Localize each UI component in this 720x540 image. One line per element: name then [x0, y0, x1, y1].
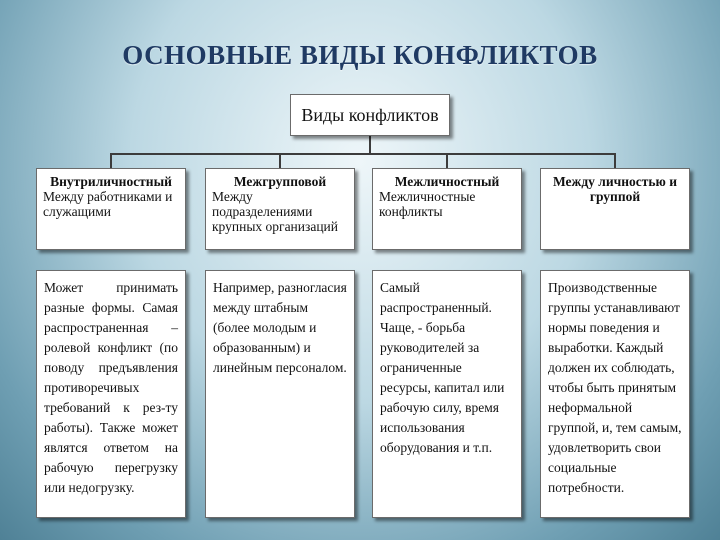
- description-box-intergroup: [205, 270, 355, 518]
- root-label: Виды конфликтов: [301, 104, 439, 125]
- category-subtitle: Между работниками и служащими: [43, 189, 173, 220]
- category-title: Межгрупповой: [233, 174, 327, 189]
- category-title: Между личностью и группой: [552, 174, 678, 205]
- description-text: Может принимать разные формы. Самая распространенная – ролевой конфликт (по поводу предъявления противоречивых требований к рез-ту работы). Также может являтся ответом на рабочую перегрузку или недогрузку.: [44, 280, 178, 495]
- description-text: Например, разногласия между штабным (более молодым и образованным) и линейным персоналом.: [213, 280, 347, 375]
- category-box-interpersonal: [372, 168, 522, 250]
- page-title: ОСНОВНЫЕ ВИДЫ КОНФЛИКТОВ: [122, 40, 598, 70]
- category-box-intergroup: [205, 168, 355, 250]
- category-subtitle: Межличностные конфликты: [379, 189, 476, 220]
- description-text: Производственные группы устанавливают нормы поведения и выработки. Каждый должен их соблюдать, чтобы быть принятым неформальной группой, и, тем самым, удовлетворить свои социальные потребности.: [548, 280, 682, 495]
- category-connector-1: [110, 153, 112, 168]
- horizontal-connector: [110, 153, 615, 155]
- description-box-person-group: [540, 270, 690, 518]
- category-connector-2: [279, 153, 281, 168]
- category-connector-3: [446, 153, 448, 168]
- description-text: Самый распространенный. Чаще, - борьба руководителей за ограниченные ресурсы, капитал или рабочую силу, время использования оборудования и т.п.: [380, 280, 505, 455]
- category-title: Межличностный: [394, 174, 500, 189]
- description-box-intrapersonal: [36, 270, 186, 518]
- category-title: Внутриличностный: [50, 174, 172, 189]
- category-box-intrapersonal: [36, 168, 186, 250]
- category-connector-4: [614, 153, 616, 168]
- category-box-person-group: [540, 168, 690, 250]
- description-box-interpersonal: [372, 270, 522, 518]
- root-connector: [369, 136, 371, 154]
- root-box: [290, 94, 450, 136]
- category-subtitle: Между подразделениями крупных организаций: [212, 189, 339, 235]
